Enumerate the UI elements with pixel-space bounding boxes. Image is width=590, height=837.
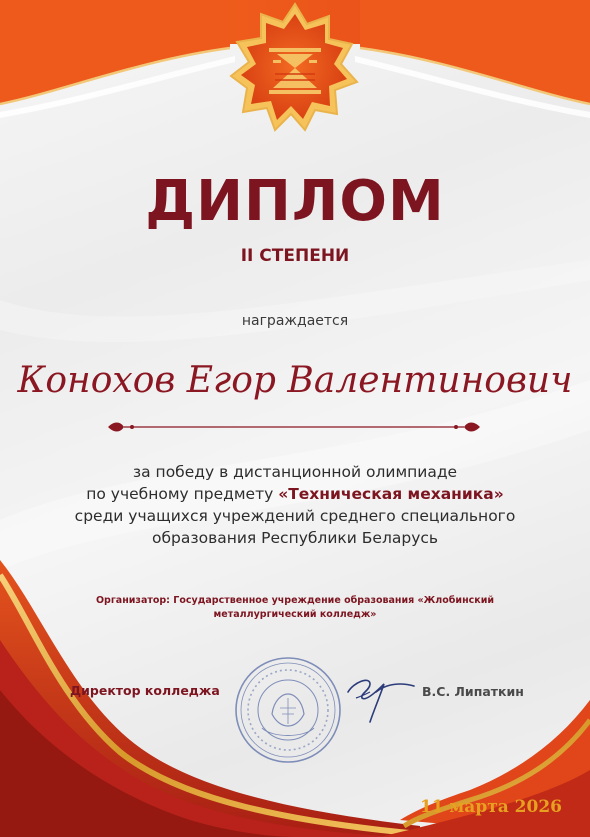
organizer-text (60, 594, 530, 622)
diploma-degree: II СТЕПЕНИ (240, 246, 350, 266)
ornament-divider-icon (106, 419, 482, 435)
signature-icon (340, 662, 422, 726)
award-line-4: образования Республики Беларусь (151, 529, 439, 547)
recipient-name: Коноxов Егор Валентинович (17, 360, 573, 401)
awarded-label: награждается (241, 313, 349, 329)
official-seal-icon (232, 654, 344, 766)
college-emblem-icon (229, 2, 361, 134)
director-label: Директор колледжа (70, 683, 220, 698)
organizer-line-1: Организатор: Государственное учреждение образования «Жлобинский (95, 595, 495, 606)
award-line-2 (40, 483, 550, 505)
subject-name: «Техническая механика» (278, 485, 504, 503)
award-line-2-prefix: по учебному предмету (86, 485, 279, 503)
award-line-1: за победу в дистанционной олимпиаде (132, 463, 458, 481)
organizer-line-2: металлургический колледж» (213, 609, 377, 620)
signer-name: В.С. Липаткин (422, 684, 524, 699)
award-description (40, 461, 550, 549)
diploma-title: ДИПЛОМ (145, 169, 445, 234)
award-line-3: среди учащихся учреждений среднего специального (74, 507, 516, 525)
issue-date: 11 марта 2026 (419, 797, 562, 817)
